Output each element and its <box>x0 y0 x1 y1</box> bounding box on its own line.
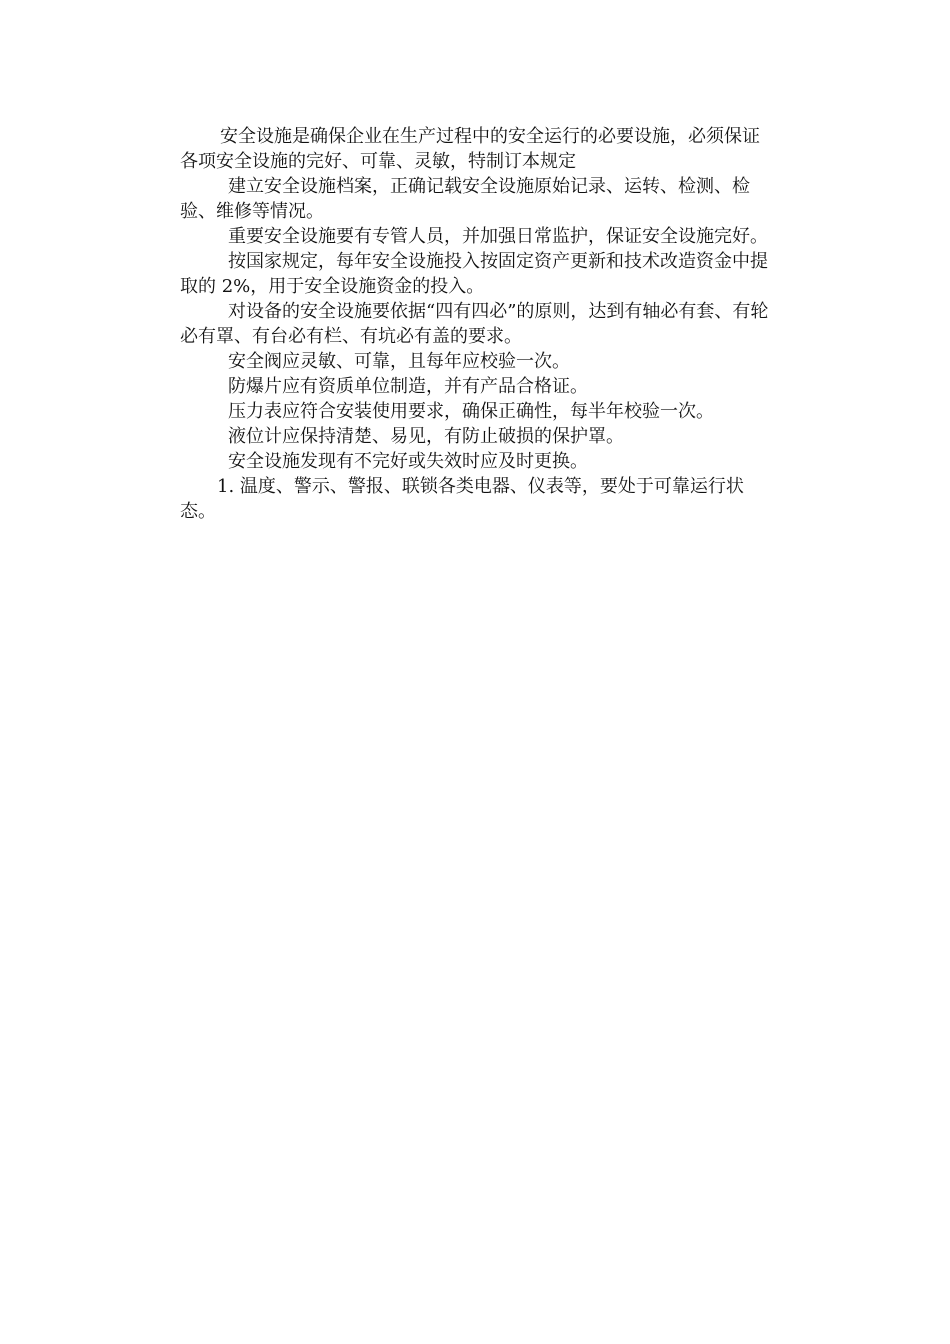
paragraph-pressure-gauge: 压力表应符合安装使用要求，确保正确性，每半年校验一次。 <box>228 401 714 422</box>
paragraph-rupture-disc: 防爆片应有资质单位制造，并有产品合格证。 <box>228 376 588 397</box>
paragraph-archive: 建立安全设施档案，正确记载安全设施原始记录、运转、检测、检验、维修等情况。 <box>180 176 750 222</box>
paragraph-investment: 按国家规定，每年安全设施投入按固定资产更新和技术改造资金中提取的 2%，用于安全设施资金的投入。 <box>180 251 768 297</box>
paragraph-replacement: 安全设施发现有不完好或失效时应及时更换。 <box>228 451 588 472</box>
paragraph-list-item-1: 1. 温度、警示、警报、联锁各类电器、仪表等，要处于可靠运行状态。 <box>180 476 744 522</box>
paragraph-four-musts: 对设备的安全设施要依据“四有四必”的原则，达到有轴必有套、有轮必有罩、有台必有栏、有坑必有盖的要求。 <box>180 301 769 347</box>
paragraph-intro: 安全设施是确保企业在生产过程中的安全运行的必要设施，必须保证各项安全设施的完好、可靠、灵敏，特制订本规定 <box>180 126 760 172</box>
document-body <box>180 124 770 524</box>
paragraph-level-gauge: 液位计应保持清楚、易见，有防止破损的保护罩。 <box>228 426 624 447</box>
paragraph-safety-valve: 安全阀应灵敏、可靠，且每年应校验一次。 <box>228 351 570 372</box>
paragraph-dedicated-staff: 重要安全设施要有专管人员，并加强日常监护，保证安全设施完好。 <box>228 226 768 247</box>
